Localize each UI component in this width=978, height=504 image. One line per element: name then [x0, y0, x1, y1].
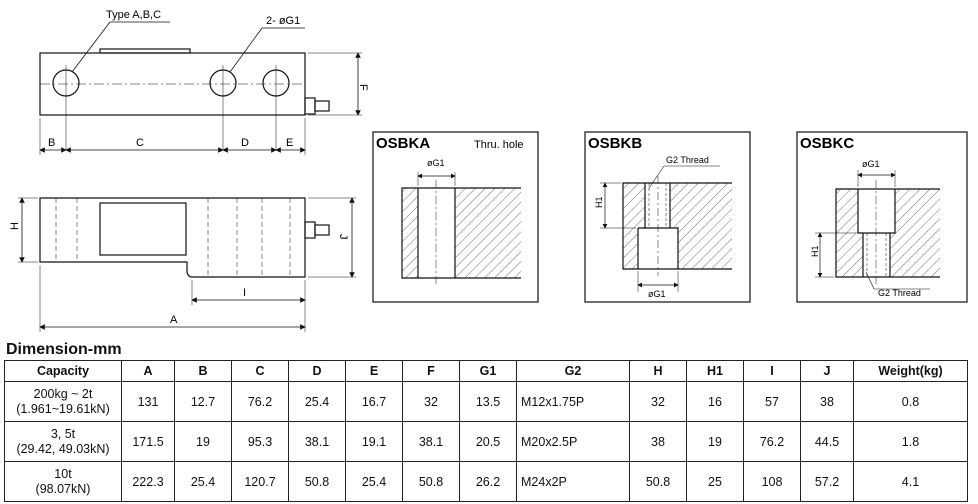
detail-osbka: [373, 132, 538, 302]
callout-holes: 2- øG1: [266, 15, 301, 27]
capacity-cell: [5, 422, 122, 462]
detail-osbkc-h1: H1: [810, 245, 820, 257]
table-header-row: [5, 361, 968, 382]
table-row: [5, 462, 968, 502]
col-header: Weight(kg): [854, 361, 968, 382]
capacity-main: 200kg ~ 2t: [33, 386, 93, 401]
col-header: A: [122, 361, 175, 382]
callout-type: Type A,B,C: [106, 9, 162, 21]
table-cell: 108: [744, 462, 801, 502]
table-cell: M12x1.75P: [517, 382, 630, 422]
table-cell: 131: [122, 382, 175, 422]
table-title: Dimension-mm: [6, 341, 122, 358]
table-cell: 38: [630, 422, 687, 462]
detail-osbkc-g2: G2 Thread: [878, 288, 921, 298]
table-cell: 38.1: [403, 422, 460, 462]
col-header: H1: [687, 361, 744, 382]
table-cell: 1.8: [854, 422, 968, 462]
table-row: [5, 382, 968, 422]
table-cell: 25.4: [346, 462, 403, 502]
col-header: I: [744, 361, 801, 382]
table-cell: 38.1: [289, 422, 346, 462]
table-cell: 32: [403, 382, 460, 422]
col-header: Capacity: [5, 361, 122, 382]
col-header: G1: [460, 361, 517, 382]
table-cell: 13.5: [460, 382, 517, 422]
table-cell: 16: [687, 382, 744, 422]
table-row: [5, 422, 968, 462]
dim-label-e: E: [286, 137, 294, 149]
capacity-kn: (98.07kN): [35, 481, 91, 496]
capacity-kn: (1.961~19.61kN): [16, 401, 110, 416]
col-header: E: [346, 361, 403, 382]
table-cell: 50.8: [630, 462, 687, 502]
table-cell: 95.3: [232, 422, 289, 462]
col-header: B: [175, 361, 232, 382]
table-cell: 50.8: [403, 462, 460, 502]
detail-osbkb-g1: øG1: [648, 289, 666, 299]
dim-label-j: J: [337, 234, 349, 240]
top-view: [40, 22, 362, 155]
table-cell: 50.8: [289, 462, 346, 502]
detail-osbkb-title: OSBKB: [588, 135, 643, 152]
table-cell: 26.2: [460, 462, 517, 502]
detail-osbkb-h1: H1: [594, 196, 604, 208]
dim-label-a: A: [170, 314, 178, 326]
table-cell: 76.2: [744, 422, 801, 462]
dim-label-c: C: [136, 137, 144, 149]
table-cell: 19: [687, 422, 744, 462]
detail-osbka-note: Thru. hole: [474, 139, 524, 151]
side-view: [18, 198, 356, 332]
table-cell: 171.5: [122, 422, 175, 462]
side-view-body: [40, 198, 305, 277]
table-cell: 222.3: [122, 462, 175, 502]
detail-osbkc-g1: øG1: [862, 159, 880, 169]
table-cell: 4.1: [854, 462, 968, 502]
col-header: F: [403, 361, 460, 382]
col-header: H: [630, 361, 687, 382]
dim-label-d: D: [241, 137, 249, 149]
col-header: J: [801, 361, 854, 382]
cable-connector: [305, 98, 315, 114]
table-cell: 57: [744, 382, 801, 422]
table-cell: 44.5: [801, 422, 854, 462]
dim-label-f: F: [357, 84, 369, 91]
detail-osbka-g1: øG1: [427, 158, 445, 168]
capacity-main: 10t: [54, 466, 72, 481]
strain-gauge-pocket: [100, 203, 186, 255]
capacity-cell: [5, 462, 122, 502]
detail-osbka-title: OSBKA: [376, 135, 431, 152]
table-cell: 19.1: [346, 422, 403, 462]
detail-osbkc: [797, 132, 967, 302]
capacity-cell: [5, 382, 122, 422]
table-cell: 0.8: [854, 382, 968, 422]
detail-osbkb-g2: G2 Thread: [666, 155, 709, 165]
col-header: C: [232, 361, 289, 382]
table-cell: 120.7: [232, 462, 289, 502]
capacity-main: 3, 5t: [50, 426, 76, 441]
table-cell: 32: [630, 382, 687, 422]
dim-label-h: H: [9, 222, 21, 230]
table-cell: 20.5: [460, 422, 517, 462]
table-cell: 19: [175, 422, 232, 462]
table-cell: 57.2: [801, 462, 854, 502]
col-header: G2: [517, 361, 630, 382]
table-cell: 38: [801, 382, 854, 422]
col-header: D: [289, 361, 346, 382]
capacity-kn: (29.42, 49.03kN): [16, 441, 110, 456]
table-cell: M24x2P: [517, 462, 630, 502]
table-cell: 25.4: [289, 382, 346, 422]
detail-osbkc-title: OSBKC: [800, 135, 855, 152]
table-cell: 16.7: [346, 382, 403, 422]
dim-label-i: I: [243, 287, 247, 299]
dim-label-b: B: [48, 137, 56, 149]
table-cell: 25.4: [175, 462, 232, 502]
table-cell: 12.7: [175, 382, 232, 422]
table-cell: 25: [687, 462, 744, 502]
table-cell: M20x2.5P: [517, 422, 630, 462]
dimension-table: [4, 360, 968, 502]
table-cell: 76.2: [232, 382, 289, 422]
